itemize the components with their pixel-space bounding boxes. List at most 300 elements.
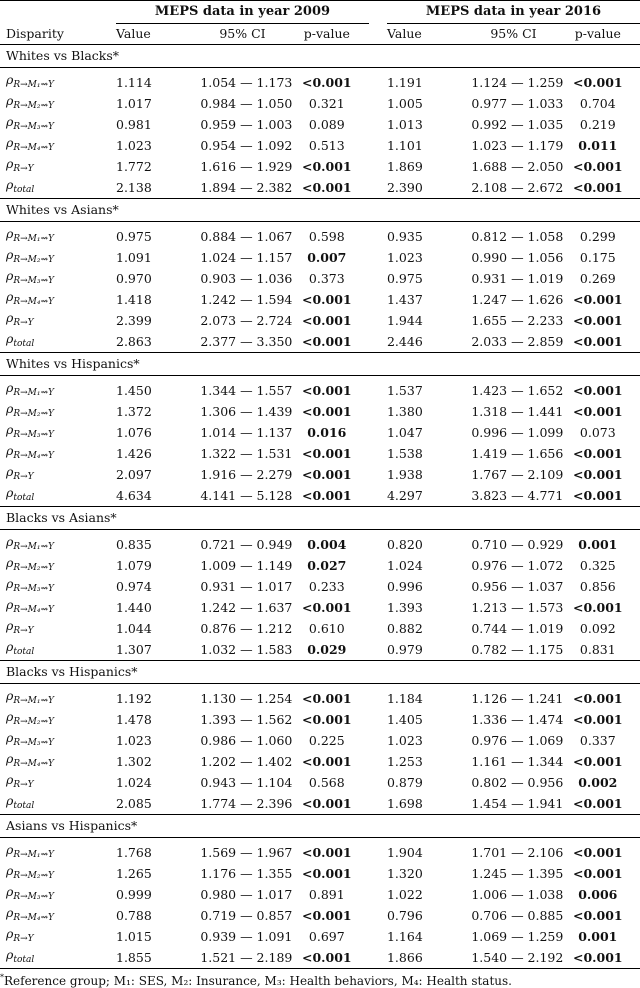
row-label-base: ρ bbox=[6, 135, 14, 150]
row-label-sub: R→Y bbox=[13, 472, 34, 482]
ci-2016: 0.976 — 1.069 bbox=[471, 733, 564, 748]
ci-2016: 0.931 — 1.019 bbox=[471, 271, 564, 286]
table-row bbox=[0, 555, 640, 576]
ci-2016: 0.812 — 1.058 bbox=[471, 229, 564, 244]
value-2016: 1.866 bbox=[387, 947, 471, 969]
value-2016: 1.013 bbox=[386, 117, 423, 132]
ci-2009: 1.344 — 1.557 bbox=[200, 383, 293, 398]
footnote-mark: * bbox=[0, 973, 4, 982]
ci-2016: 0.977 — 1.033 bbox=[471, 96, 564, 111]
table-row bbox=[0, 926, 640, 947]
value-2016: 1.253 bbox=[386, 754, 423, 769]
p-value-2016: <0.001 bbox=[573, 334, 623, 349]
p-value-2016: <0.001 bbox=[573, 754, 623, 769]
value-2009: 4.634 bbox=[116, 488, 152, 503]
value-2009: 1.015 bbox=[116, 929, 152, 944]
p-value-2009: 0.568 bbox=[308, 775, 345, 790]
ci-2016: 1.069 — 1.259 bbox=[471, 929, 564, 944]
value-2016: 1.191 bbox=[386, 75, 423, 90]
row-label bbox=[0, 618, 116, 639]
ci-2009: 1.322 — 1.531 bbox=[200, 446, 293, 461]
row-label bbox=[0, 926, 116, 947]
table-row bbox=[0, 331, 640, 353]
ci-2009: 1.176 — 1.355 bbox=[200, 866, 293, 881]
p-value-2009: <0.001 bbox=[302, 334, 352, 349]
p-value-2009: 0.027 bbox=[307, 558, 347, 573]
row-label bbox=[0, 751, 116, 772]
row-label-sub: R→M₄⇝Y bbox=[13, 297, 54, 307]
row-label bbox=[0, 156, 116, 177]
section-header bbox=[0, 815, 640, 838]
row-label bbox=[0, 72, 116, 93]
row-label-base: ρ bbox=[6, 534, 14, 549]
p-value-2009: <0.001 bbox=[302, 796, 352, 811]
value-2016: 2.446 bbox=[386, 334, 423, 349]
section-header bbox=[0, 353, 640, 376]
row-label-base: ρ bbox=[6, 772, 14, 787]
value-2009: 2.863 bbox=[116, 334, 152, 349]
row-label-sub: R→M₂⇝Y bbox=[13, 255, 54, 265]
row-label-sub: R→M₄⇝Y bbox=[13, 451, 54, 461]
row-label-sub: R→M₃⇝Y bbox=[13, 738, 54, 748]
table-row bbox=[0, 884, 640, 905]
table-row bbox=[0, 401, 640, 422]
row-label-sub: R→M₄⇝Y bbox=[13, 143, 54, 153]
row-label-sub: R→Y bbox=[13, 934, 34, 944]
ci-2016: 2.108 — 2.672 bbox=[471, 180, 564, 195]
row-label-sub: R→M₂⇝Y bbox=[13, 563, 54, 573]
row-label bbox=[0, 135, 116, 156]
ci-2009: 0.903 — 1.036 bbox=[200, 271, 293, 286]
value-2016: 1.047 bbox=[386, 425, 423, 440]
table-row bbox=[0, 576, 640, 597]
value-2016: 1.537 bbox=[386, 383, 423, 398]
ci-2009: 1.009 — 1.149 bbox=[200, 558, 293, 573]
row-label-base: ρ bbox=[6, 443, 14, 458]
table-row bbox=[0, 93, 640, 114]
value-2009: 0.788 bbox=[116, 908, 152, 923]
ci-2009: 1.306 — 1.439 bbox=[200, 404, 293, 419]
col-value-2016: Value bbox=[386, 26, 422, 41]
row-label-sub: R→Y bbox=[13, 780, 34, 790]
p-value-2009: <0.001 bbox=[302, 712, 352, 727]
row-label bbox=[0, 289, 116, 310]
row-label-base: ρ bbox=[6, 310, 14, 325]
footnote bbox=[0, 969, 640, 988]
p-value-2009: 0.321 bbox=[308, 96, 345, 111]
p-value-2016: <0.001 bbox=[573, 383, 623, 398]
row-label bbox=[0, 884, 116, 905]
p-value-2009: <0.001 bbox=[302, 845, 352, 860]
p-value-2016: <0.001 bbox=[573, 488, 623, 503]
value-2016: 1.320 bbox=[386, 866, 423, 881]
ci-2016: 0.996 — 1.099 bbox=[471, 425, 564, 440]
ci-2016: 1.688 — 2.050 bbox=[471, 159, 564, 174]
row-label-base: ρ bbox=[6, 177, 14, 192]
value-2009: 1.426 bbox=[116, 446, 152, 461]
p-value-2009: <0.001 bbox=[302, 691, 352, 706]
table-row bbox=[0, 310, 640, 331]
row-label-base: ρ bbox=[6, 618, 14, 633]
p-value-2016: 0.011 bbox=[578, 138, 618, 153]
ci-2016: 1.247 — 1.626 bbox=[471, 292, 564, 307]
value-2016: 1.164 bbox=[386, 929, 423, 944]
row-label bbox=[0, 555, 116, 576]
row-label bbox=[0, 905, 116, 926]
value-2016: 1.393 bbox=[386, 600, 423, 615]
value-2016: 0.796 bbox=[386, 908, 423, 923]
ci-2009: 0.721 — 0.949 bbox=[200, 537, 293, 552]
ci-2009: 0.876 — 1.212 bbox=[200, 621, 293, 636]
ci-2016: 0.990 — 1.056 bbox=[471, 250, 564, 265]
row-label-sub: R→M₃⇝Y bbox=[13, 892, 54, 902]
table-row bbox=[0, 485, 640, 507]
value-2016: 2.390 bbox=[386, 180, 423, 195]
row-label bbox=[0, 534, 116, 555]
row-label-sub: R→M₃⇝Y bbox=[13, 122, 54, 132]
row-label-sub: total bbox=[13, 955, 35, 965]
ci-2009: 4.141 — 5.128 bbox=[200, 488, 293, 503]
p-value-2016: <0.001 bbox=[556, 947, 640, 969]
row-label-sub: R→M₁⇝Y bbox=[13, 234, 54, 244]
ci-2016: 1.767 — 2.109 bbox=[471, 467, 564, 482]
row-label bbox=[0, 331, 116, 353]
ci-2016: 1.655 — 2.233 bbox=[471, 313, 564, 328]
value-2016: 1.005 bbox=[386, 96, 423, 111]
table-row bbox=[0, 247, 640, 268]
ci-2016: 1.419 — 1.656 bbox=[471, 446, 564, 461]
value-2009: 1.855 bbox=[116, 947, 200, 969]
col-ci-2009: 95% CI bbox=[219, 26, 266, 41]
group-2009: MEPS data in year 2009 bbox=[116, 1, 369, 24]
ci-2009: 0.954 — 1.092 bbox=[200, 138, 293, 153]
value-2009: 1.772 bbox=[116, 159, 152, 174]
value-2009: 1.114 bbox=[116, 75, 152, 90]
p-value-2009: <0.001 bbox=[285, 947, 369, 969]
row-label-base: ρ bbox=[6, 289, 14, 304]
value-2009: 2.399 bbox=[116, 313, 152, 328]
value-2009: 1.478 bbox=[116, 712, 152, 727]
col-p-2016: p-value bbox=[574, 26, 621, 41]
row-label-base: ρ bbox=[6, 905, 14, 920]
p-value-2016: <0.001 bbox=[573, 180, 623, 195]
p-value-2009: 0.610 bbox=[308, 621, 345, 636]
value-2009: 0.974 bbox=[116, 579, 152, 594]
p-value-2009: <0.001 bbox=[302, 467, 352, 482]
row-label-base: ρ bbox=[6, 730, 14, 745]
value-2016: 1.101 bbox=[386, 138, 423, 153]
row-label-sub: R→Y bbox=[13, 164, 34, 174]
value-2016: 1.022 bbox=[386, 887, 423, 902]
value-2009: 2.138 bbox=[116, 180, 152, 195]
ci-2016: 0.956 — 1.037 bbox=[471, 579, 564, 594]
row-label-base: ρ bbox=[6, 401, 14, 416]
p-value-2016: <0.001 bbox=[573, 866, 623, 881]
table-row bbox=[0, 947, 640, 969]
value-2009: 2.097 bbox=[116, 467, 152, 482]
value-2009: 0.835 bbox=[116, 537, 152, 552]
value-2016: 0.879 bbox=[386, 775, 423, 790]
ci-2009: 0.943 — 1.104 bbox=[200, 775, 293, 790]
table-row bbox=[0, 268, 640, 289]
row-label-base: ρ bbox=[6, 247, 14, 262]
ci-2016: 1.423 — 1.652 bbox=[471, 383, 564, 398]
row-label-base: ρ bbox=[6, 485, 14, 500]
ci-2016: 1.006 — 1.038 bbox=[471, 887, 564, 902]
table-row bbox=[0, 618, 640, 639]
row-label-base: ρ bbox=[6, 926, 14, 941]
row-label-sub: R→M₂⇝Y bbox=[13, 871, 54, 881]
row-label-sub: R→M₁⇝Y bbox=[13, 542, 54, 552]
table-row bbox=[0, 863, 640, 884]
value-2009: 1.768 bbox=[116, 845, 152, 860]
ci-2009: 1.616 — 1.929 bbox=[200, 159, 293, 174]
p-value-2009: <0.001 bbox=[302, 180, 352, 195]
row-label-sub: R→M₂⇝Y bbox=[13, 101, 54, 111]
ci-2009: 1.014 — 1.137 bbox=[200, 425, 293, 440]
ci-2009: 1.130 — 1.254 bbox=[200, 691, 293, 706]
row-label-base: ρ bbox=[6, 884, 14, 899]
row-label bbox=[0, 422, 116, 443]
p-value-2009: <0.001 bbox=[302, 446, 352, 461]
ci-2016: 1.245 — 1.395 bbox=[471, 866, 564, 881]
section-title: Whites vs Asians* bbox=[0, 199, 640, 222]
table-row bbox=[0, 135, 640, 156]
table-row bbox=[0, 464, 640, 485]
ci-2016: 1.540 — 2.192 bbox=[471, 947, 555, 969]
ci-2009: 1.242 — 1.637 bbox=[200, 600, 293, 615]
col-ci-2016: 95% CI bbox=[490, 26, 537, 41]
table-row bbox=[0, 709, 640, 730]
ci-2009: 2.377 — 3.350 bbox=[200, 334, 293, 349]
p-value-2016: 0.856 bbox=[579, 579, 616, 594]
value-2016: 4.297 bbox=[386, 488, 423, 503]
ci-2016: 0.744 — 1.019 bbox=[471, 621, 564, 636]
ci-2009: 1.054 — 1.173 bbox=[200, 75, 293, 90]
row-label-sub: R→M₄⇝Y bbox=[13, 913, 54, 923]
table-row bbox=[0, 156, 640, 177]
row-label bbox=[0, 597, 116, 618]
value-2009: 1.192 bbox=[116, 691, 152, 706]
p-value-2009: <0.001 bbox=[302, 866, 352, 881]
p-value-2016: 0.325 bbox=[579, 558, 616, 573]
value-2016: 1.184 bbox=[386, 691, 423, 706]
section-header bbox=[0, 45, 640, 68]
value-2009: 1.044 bbox=[116, 621, 152, 636]
value-2009: 1.302 bbox=[116, 754, 152, 769]
value-2009: 1.076 bbox=[116, 425, 152, 440]
value-2016: 1.023 bbox=[386, 733, 423, 748]
row-label-base: ρ bbox=[6, 576, 14, 591]
value-2016: 0.935 bbox=[386, 229, 423, 244]
p-value-2009: <0.001 bbox=[302, 908, 352, 923]
table-row bbox=[0, 905, 640, 926]
row-label-sub: R→M₂⇝Y bbox=[13, 409, 54, 419]
value-2016: 1.437 bbox=[386, 292, 423, 307]
ci-2009: 0.931 — 1.017 bbox=[200, 579, 293, 594]
value-2016: 0.996 bbox=[386, 579, 423, 594]
ci-2009: 0.986 — 1.060 bbox=[200, 733, 293, 748]
p-value-2009: 0.598 bbox=[308, 229, 345, 244]
p-value-2009: 0.697 bbox=[308, 929, 345, 944]
table-row bbox=[0, 226, 640, 247]
row-label-base: ρ bbox=[6, 464, 14, 479]
value-2016: 1.538 bbox=[386, 446, 423, 461]
p-value-2009: <0.001 bbox=[302, 488, 352, 503]
row-label-sub: R→M₁⇝Y bbox=[13, 80, 54, 90]
table-row bbox=[0, 597, 640, 618]
header-blank bbox=[0, 1, 116, 24]
value-2016: 1.869 bbox=[386, 159, 423, 174]
p-value-2009: <0.001 bbox=[302, 75, 352, 90]
value-2016: 1.380 bbox=[386, 404, 423, 419]
header-group-row bbox=[0, 1, 640, 24]
p-value-2009: <0.001 bbox=[302, 159, 352, 174]
ci-2016: 1.124 — 1.259 bbox=[471, 75, 564, 90]
table-row bbox=[0, 422, 640, 443]
row-label bbox=[0, 443, 116, 464]
p-value-2009: <0.001 bbox=[302, 404, 352, 419]
p-value-2009: 0.029 bbox=[307, 642, 347, 657]
ci-2009: 0.939 — 1.091 bbox=[200, 929, 293, 944]
ci-2016: 0.802 — 0.956 bbox=[471, 775, 564, 790]
section-title: Whites vs Hispanics* bbox=[0, 353, 640, 376]
row-label-sub: R→M₁⇝Y bbox=[13, 850, 54, 860]
p-value-2016: 0.006 bbox=[578, 887, 618, 902]
value-2016: 0.820 bbox=[386, 537, 423, 552]
table-body bbox=[0, 45, 640, 969]
ci-2009: 0.719 — 0.857 bbox=[200, 908, 293, 923]
value-2009: 1.091 bbox=[116, 250, 152, 265]
table-row bbox=[0, 639, 640, 661]
ci-2009: 1.521 — 2.189 bbox=[200, 947, 284, 969]
p-value-2009: 0.233 bbox=[308, 579, 345, 594]
row-label-base: ρ bbox=[6, 156, 14, 171]
ci-2009: 1.569 — 1.967 bbox=[200, 845, 293, 860]
value-2016: 0.979 bbox=[386, 642, 423, 657]
row-label bbox=[0, 226, 116, 247]
ci-2009: 1.393 — 1.562 bbox=[200, 712, 293, 727]
row-label bbox=[0, 114, 116, 135]
table-row bbox=[0, 793, 640, 815]
row-label bbox=[0, 464, 116, 485]
row-label bbox=[0, 730, 116, 751]
row-label bbox=[0, 576, 116, 597]
row-label-sub: R→M₃⇝Y bbox=[13, 584, 54, 594]
row-label-base: ρ bbox=[6, 380, 14, 395]
value-2009: 0.981 bbox=[116, 117, 152, 132]
value-2016: 1.405 bbox=[386, 712, 423, 727]
row-label-base: ρ bbox=[6, 709, 14, 724]
value-2009: 1.372 bbox=[116, 404, 152, 419]
table-row bbox=[0, 380, 640, 401]
value-2009: 1.017 bbox=[116, 96, 152, 111]
row-label-base: ρ bbox=[6, 422, 14, 437]
p-value-2009: 0.004 bbox=[307, 537, 347, 552]
table-row bbox=[0, 730, 640, 751]
ci-2016: 1.336 — 1.474 bbox=[471, 712, 564, 727]
section-header bbox=[0, 199, 640, 222]
row-label-sub: total bbox=[13, 493, 35, 503]
row-label bbox=[0, 401, 116, 422]
value-2009: 1.418 bbox=[116, 292, 152, 307]
row-label-base: ρ bbox=[6, 72, 14, 87]
row-label-sub: total bbox=[13, 801, 35, 811]
table-row bbox=[0, 751, 640, 772]
value-2009: 1.450 bbox=[116, 383, 152, 398]
row-label-sub: R→M₃⇝Y bbox=[13, 276, 54, 286]
row-label bbox=[0, 688, 116, 709]
section-title: Blacks vs Hispanics* bbox=[0, 661, 640, 684]
ci-2016: 3.823 — 4.771 bbox=[471, 488, 564, 503]
ci-2016: 2.033 — 2.859 bbox=[471, 334, 564, 349]
p-value-2016: 0.001 bbox=[578, 929, 618, 944]
value-2016: 1.944 bbox=[386, 313, 423, 328]
row-label bbox=[0, 310, 116, 331]
row-label-base: ρ bbox=[6, 947, 14, 962]
p-value-2009: 0.373 bbox=[308, 271, 345, 286]
value-2016: 1.024 bbox=[386, 558, 423, 573]
section-title: Whites vs Blacks* bbox=[0, 45, 640, 68]
ci-2016: 1.318 — 1.441 bbox=[471, 404, 564, 419]
p-value-2016: 0.269 bbox=[579, 271, 616, 286]
p-value-2016: 0.002 bbox=[578, 775, 618, 790]
row-label bbox=[0, 709, 116, 730]
p-value-2009: 0.089 bbox=[308, 117, 345, 132]
p-value-2016: 0.337 bbox=[579, 733, 616, 748]
row-label-base: ρ bbox=[6, 688, 14, 703]
value-2009: 0.970 bbox=[116, 271, 152, 286]
p-value-2009: 0.016 bbox=[307, 425, 347, 440]
row-label bbox=[0, 772, 116, 793]
ci-2009: 0.959 — 1.003 bbox=[200, 117, 293, 132]
p-value-2016: <0.001 bbox=[573, 712, 623, 727]
ci-2016: 1.023 — 1.179 bbox=[471, 138, 564, 153]
row-label-base: ρ bbox=[6, 555, 14, 570]
ci-2009: 1.774 — 2.396 bbox=[200, 796, 293, 811]
ci-2016: 1.213 — 1.573 bbox=[471, 600, 564, 615]
ci-2009: 1.032 — 1.583 bbox=[200, 642, 293, 657]
group-2016: MEPS data in year 2016 bbox=[387, 1, 640, 24]
value-2016: 0.975 bbox=[386, 271, 423, 286]
row-label-sub: R→M₁⇝Y bbox=[13, 696, 54, 706]
header-column-row bbox=[0, 24, 640, 45]
p-value-2016: 0.704 bbox=[579, 96, 616, 111]
row-label-sub: R→M₂⇝Y bbox=[13, 717, 54, 727]
p-value-2016: <0.001 bbox=[573, 691, 623, 706]
ci-2009: 1.202 — 1.402 bbox=[200, 754, 293, 769]
ci-2016: 1.161 — 1.344 bbox=[471, 754, 564, 769]
value-2016: 1.904 bbox=[386, 845, 423, 860]
ci-2009: 1.916 — 2.279 bbox=[200, 467, 293, 482]
value-2016: 1.023 bbox=[386, 250, 423, 265]
ci-2016: 0.710 — 0.929 bbox=[471, 537, 564, 552]
row-label bbox=[0, 247, 116, 268]
ci-2009: 0.980 — 1.017 bbox=[200, 887, 293, 902]
row-label bbox=[0, 485, 116, 507]
col-value-2009: Value bbox=[116, 26, 151, 41]
row-label bbox=[0, 93, 116, 114]
p-value-2009: <0.001 bbox=[302, 600, 352, 615]
row-label-sub: R→M₄⇝Y bbox=[13, 759, 54, 769]
p-value-2016: <0.001 bbox=[573, 796, 623, 811]
row-label-base: ρ bbox=[6, 114, 14, 129]
footnote-text: Reference group; M₁: SES, M₂: Insurance, M₃: Health behaviors, M₄: Health status. bbox=[4, 974, 512, 988]
row-label-sub: R→M₃⇝Y bbox=[13, 430, 54, 440]
p-value-2016: <0.001 bbox=[573, 292, 623, 307]
section-header bbox=[0, 661, 640, 684]
row-label-base: ρ bbox=[6, 751, 14, 766]
